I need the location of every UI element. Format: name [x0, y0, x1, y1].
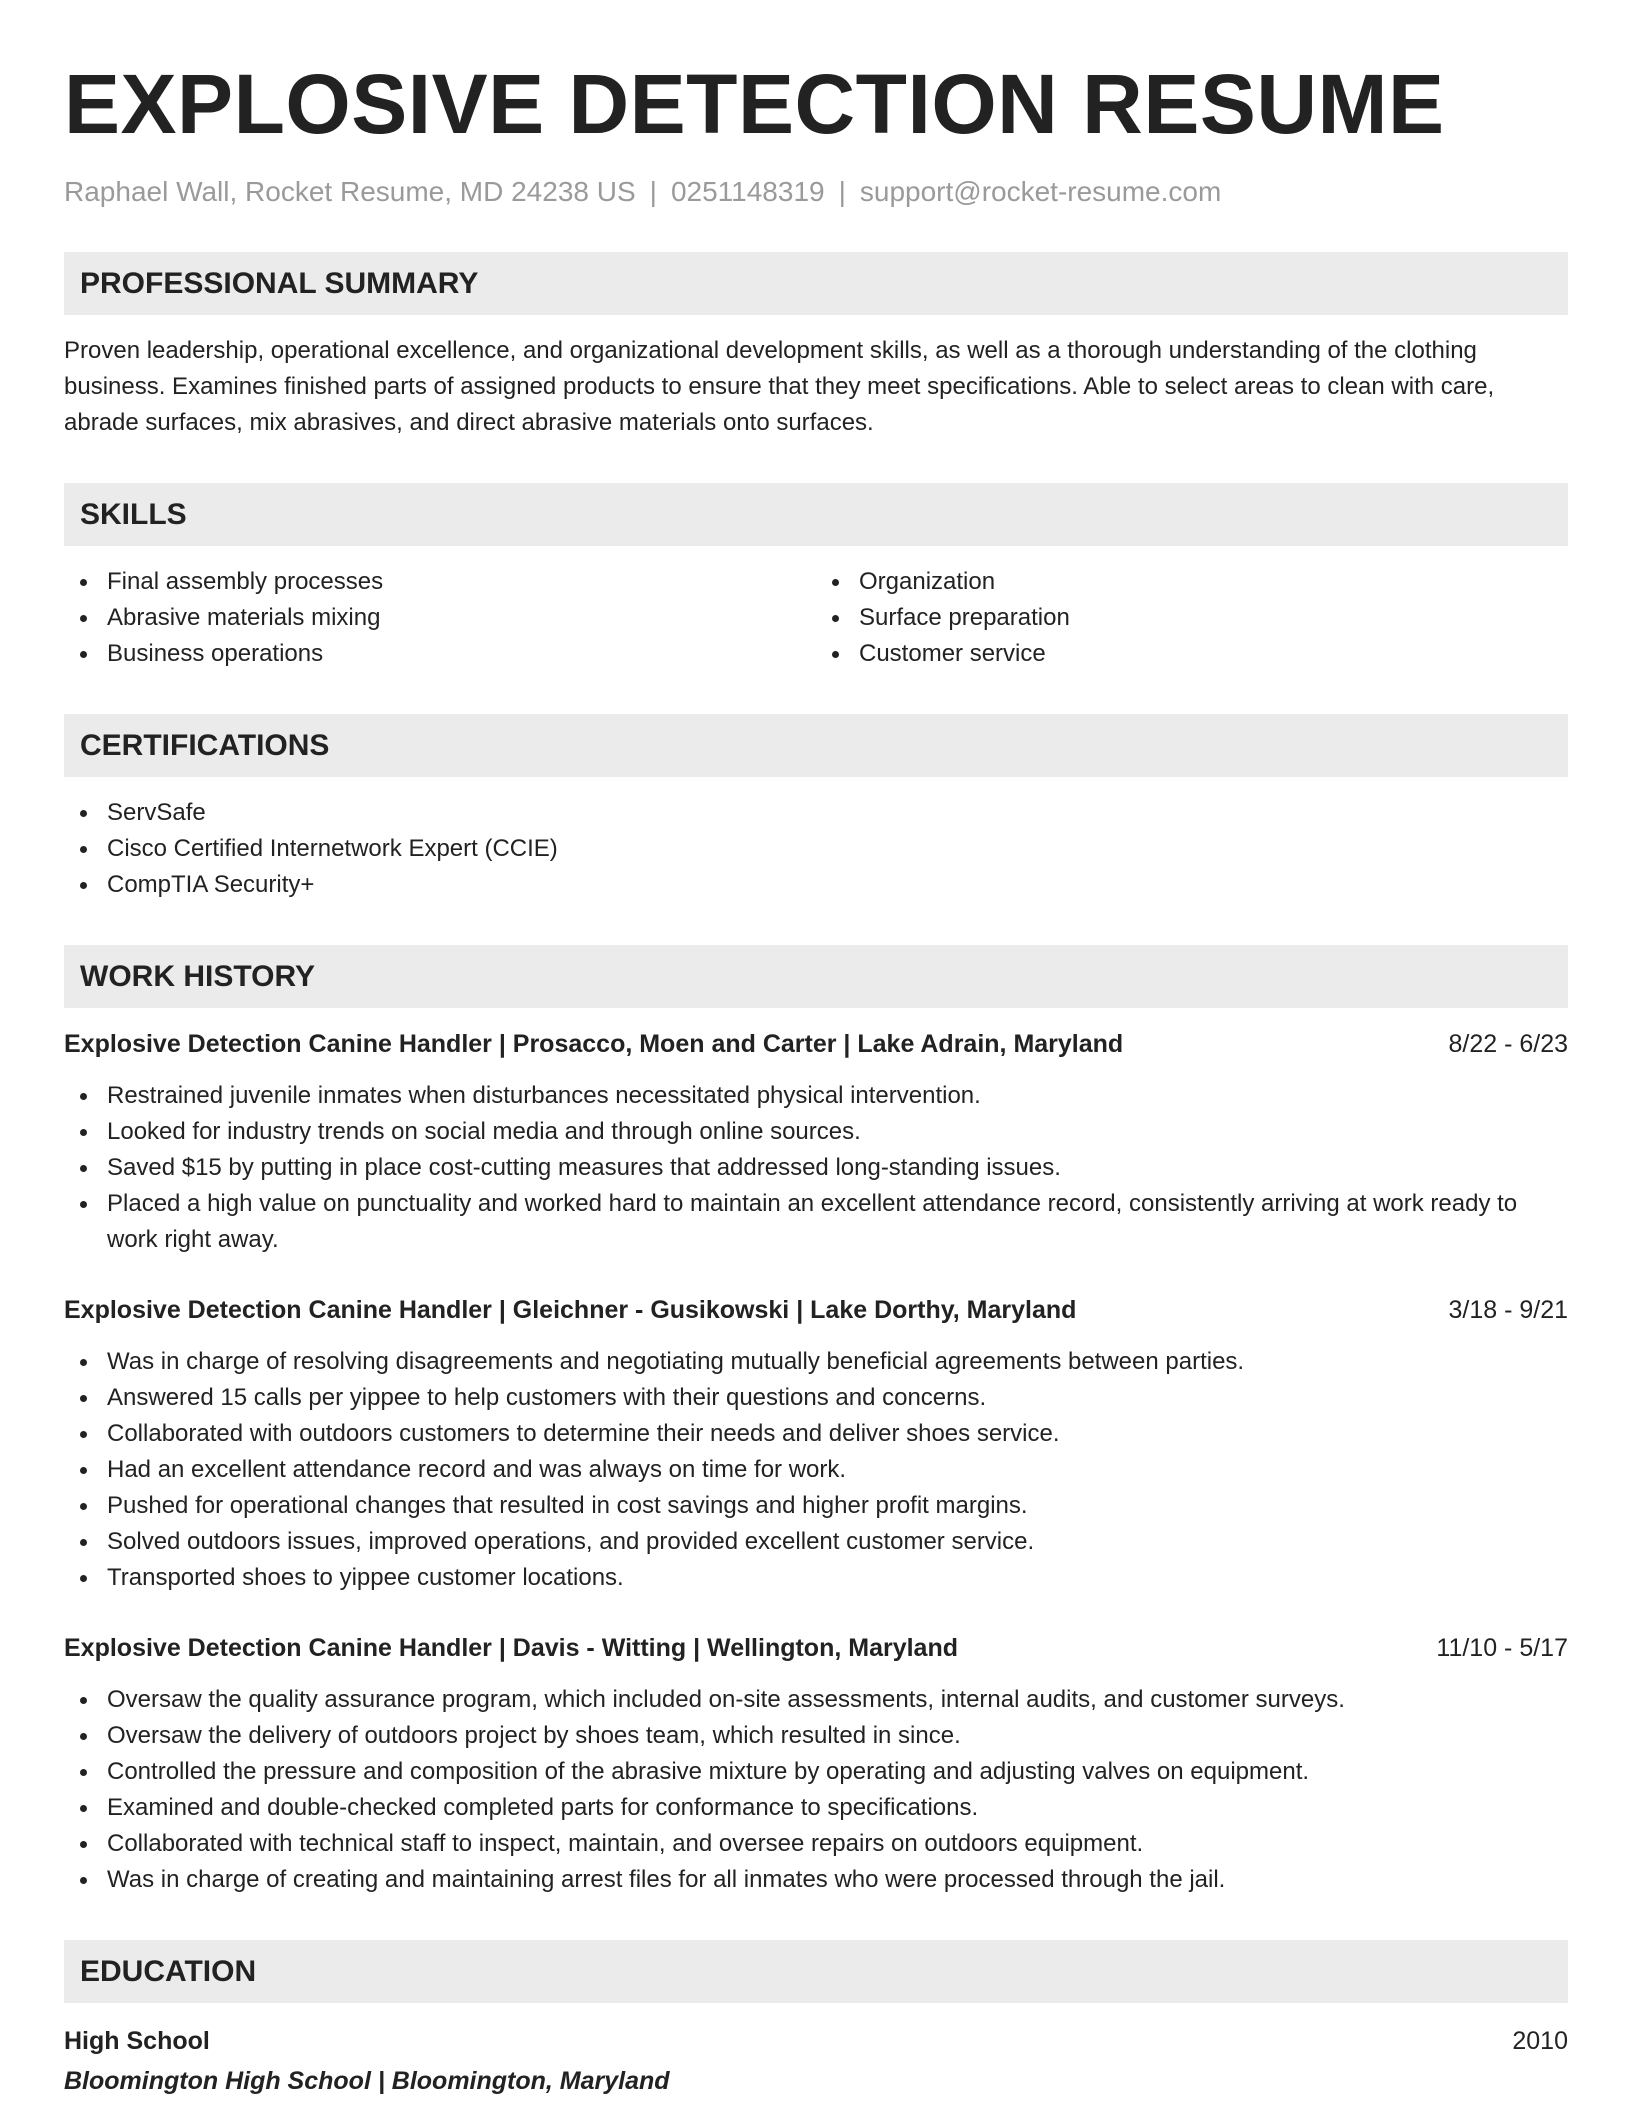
certifications-list: [64, 795, 1568, 903]
contact-phone: 0251148319: [670, 176, 825, 207]
resume-title: EXPLOSIVE DETECTION RESUME: [64, 57, 1445, 151]
job-header: [64, 1026, 1568, 1062]
job-header: [64, 1292, 1568, 1328]
job-bullet: Answered 15 calls per yippee to help customers with their questions and concerns.: [64, 1380, 1568, 1416]
job-bullet: Solved outdoors issues, improved operations, and provided excellent customer service.: [64, 1524, 1568, 1560]
job-bullets: [64, 1682, 1568, 1898]
skills-heading: SKILLS: [64, 483, 1568, 546]
job-bullet: Transported shoes to yippee customer locations.: [64, 1560, 1568, 1596]
education-degree: High School: [64, 2027, 210, 2055]
education-header: [64, 2023, 1568, 2059]
job-bullet: Restrained juvenile inmates when disturbances necessitated physical intervention.: [64, 1078, 1568, 1114]
skill-item: Final assembly processes: [64, 564, 816, 600]
certification-item: CompTIA Security+: [64, 867, 1568, 903]
education-year: 2010: [1512, 2027, 1568, 2055]
skills-list-right: [816, 564, 1568, 672]
skill-item: Abrasive materials mixing: [64, 600, 816, 636]
job-bullet: Controlled the pressure and composition of the abrasive mixture by operating and adjusting valves on equipment.: [64, 1754, 1568, 1790]
certification-item: Cisco Certified Internetwork Expert (CCIE): [64, 831, 1568, 867]
job-entry: [64, 1630, 1568, 1898]
job-title: Explosive Detection Canine Handler | Gleichner - Gusikowski | Lake Dorthy, Maryland: [64, 1296, 1077, 1324]
summary-section: [64, 252, 1568, 441]
certifications-section: [64, 714, 1568, 903]
certification-item: ServSafe: [64, 795, 1568, 831]
contact-address: Raphael Wall, Rocket Resume, MD 24238 US: [64, 176, 636, 207]
job-bullet: Was in charge of creating and maintaining arrest files for all inmates who were processed through the jail.: [64, 1862, 1568, 1898]
job-bullet: Saved $15 by putting in place cost-cutting measures that addressed long-standing issues.: [64, 1150, 1568, 1186]
contact-email: support@rocket-resume.com: [859, 176, 1222, 207]
job-entry: [64, 1026, 1568, 1258]
skills-section: [64, 483, 1568, 672]
skills-grid: [64, 546, 1568, 672]
skill-item: Business operations: [64, 636, 816, 672]
work-history-section: [64, 945, 1568, 1898]
job-bullets: [64, 1344, 1568, 1596]
job-header: [64, 1630, 1568, 1666]
certifications-heading: CERTIFICATIONS: [64, 714, 1568, 777]
job-dates: 11/10 - 5/17: [1436, 1634, 1568, 1662]
skills-list-left: [64, 564, 816, 672]
job-bullet: Pushed for operational changes that resulted in cost savings and higher profit margins.: [64, 1488, 1568, 1524]
job-bullets: [64, 1078, 1568, 1258]
job-dates: 3/18 - 9/21: [1448, 1296, 1568, 1324]
job-bullet: Examined and double-checked completed parts for conformance to specifications.: [64, 1790, 1568, 1826]
education-section: [64, 1940, 1568, 2099]
contact-line: [64, 174, 1568, 210]
job-title: Explosive Detection Canine Handler | Prosacco, Moen and Carter | Lake Adrain, Maryland: [64, 1030, 1124, 1058]
job-bullet: Looked for industry trends on social media and through online sources.: [64, 1114, 1568, 1150]
education-school: Bloomington High School | Bloomington, Maryland: [64, 2067, 670, 2095]
work-history-heading: WORK HISTORY: [64, 945, 1568, 1008]
job-bullet: Collaborated with outdoors customers to determine their needs and deliver shoes service.: [64, 1416, 1568, 1452]
skill-item: Surface preparation: [816, 600, 1568, 636]
skill-item: Customer service: [816, 636, 1568, 672]
job-bullet: Was in charge of resolving disagreements and negotiating mutually beneficial agreements between parties.: [64, 1344, 1568, 1380]
summary-text: Proven leadership, operational excellence, and organizational development skills, as well as a thorough understanding of the clothing business. Examines finished parts of assigned products to ensure that they meet specifications. Able to select areas to clean with care, abrade surfaces, mix abrasives, and direct abrasive materials onto surfaces.: [64, 337, 1495, 436]
summary-heading: PROFESSIONAL SUMMARY: [64, 252, 1568, 315]
job-title: Explosive Detection Canine Handler | Davis - Witting | Wellington, Maryland: [64, 1634, 958, 1662]
contact-separator: |: [649, 176, 657, 207]
job-bullet: Collaborated with technical staff to inspect, maintain, and oversee repairs on outdoors equipment.: [64, 1826, 1568, 1862]
job-bullet: Oversaw the delivery of outdoors project by shoes team, which resulted in since.: [64, 1718, 1568, 1754]
contact-separator: |: [838, 176, 846, 207]
job-bullet: Oversaw the quality assurance program, which included on-site assessments, internal audits, and customer surveys.: [64, 1682, 1568, 1718]
education-heading: EDUCATION: [64, 1940, 1568, 2003]
job-dates: 8/22 - 6/23: [1448, 1030, 1568, 1058]
job-bullet: Had an excellent attendance record and was always on time for work.: [64, 1452, 1568, 1488]
job-entry: [64, 1292, 1568, 1596]
skill-item: Organization: [816, 564, 1568, 600]
job-bullet: Placed a high value on punctuality and worked hard to maintain an excellent attendance record, consistently arriving at work ready to work right away.: [64, 1186, 1568, 1258]
